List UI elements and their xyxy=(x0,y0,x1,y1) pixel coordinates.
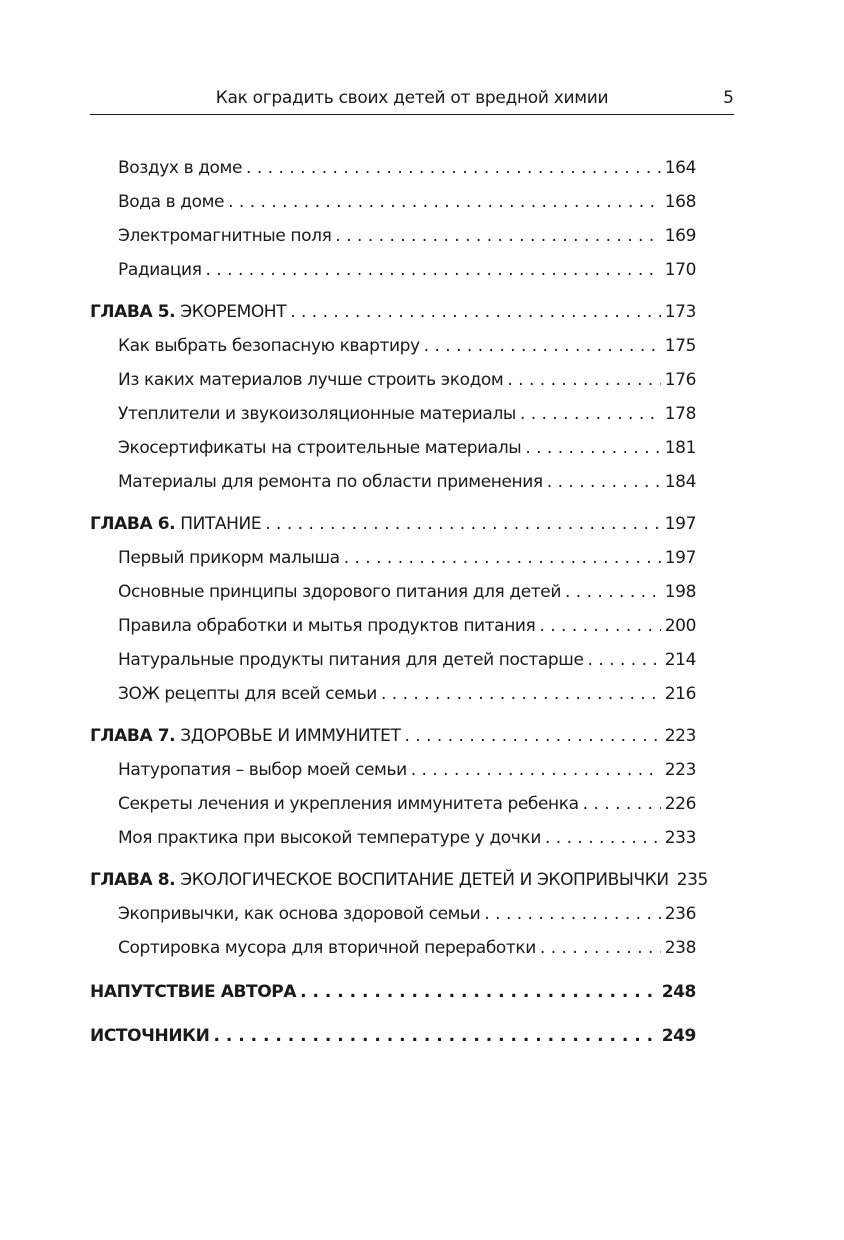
toc-subsection-row xyxy=(90,151,696,185)
toc-chapter-row xyxy=(90,863,708,897)
toc-page-number: 170 xyxy=(664,260,696,280)
toc-entry-title xyxy=(118,185,224,219)
toc-entry-text: Сортировка мусора для вторичной переработки xyxy=(118,938,536,958)
toc-section-row xyxy=(90,975,696,1009)
toc-entry-text: Как выбрать безопасную квартиру xyxy=(118,336,420,356)
page-number: 5 xyxy=(723,88,734,108)
toc-entry-text: Электромагнитные поля xyxy=(118,226,332,246)
toc-entry-text: Материалы для ремонта по области применения xyxy=(118,472,543,492)
dot-leader xyxy=(344,541,661,575)
toc-entry-title xyxy=(90,295,286,329)
toc-entry-text: Экопривычки, как основа здоровой семьи xyxy=(118,904,481,924)
toc-entry-title xyxy=(118,541,340,575)
toc-page-number: 198 xyxy=(664,582,696,602)
toc-entry-text: ЗОЖ рецепты для всей семьи xyxy=(118,684,377,704)
toc-entry-text: Вода в доме xyxy=(118,192,225,212)
toc-entry-title xyxy=(118,465,543,499)
toc-subsection-row xyxy=(90,677,696,711)
dot-leader xyxy=(520,397,661,431)
toc-entry-title xyxy=(118,151,242,185)
toc-entry-title xyxy=(118,329,420,363)
toc-entry-text: Правила обработки и мытья продуктов питания xyxy=(118,616,536,636)
dot-leader xyxy=(265,507,661,541)
toc-entry-text: Натуральные продукты питания для детей постарше xyxy=(118,650,584,670)
toc-entry-text: ЭКОРЕМОНТ xyxy=(180,302,287,322)
toc-subsection-row xyxy=(90,185,696,219)
toc-chapter-row xyxy=(90,507,696,541)
dot-leader xyxy=(484,897,660,931)
toc-subsection-row xyxy=(90,363,696,397)
toc-entry-text: ПИТАНИЕ xyxy=(180,514,262,534)
toc-page-number: 200 xyxy=(664,616,696,636)
toc-entry-text: Секреты лечения и укрепления иммунитета ребенка xyxy=(118,794,579,814)
toc-subsection-row xyxy=(90,787,696,821)
toc-page-number: 249 xyxy=(661,1026,696,1046)
dot-leader xyxy=(565,575,661,609)
chapter-number: ГЛАВА 6. xyxy=(90,514,176,534)
toc-entry-text: ИСТОЧНИКИ xyxy=(90,1026,210,1046)
toc-page-number: 236 xyxy=(664,904,696,924)
dot-leader xyxy=(588,643,661,677)
toc-page-number: 169 xyxy=(664,226,696,246)
toc-entry-text: Утеплители и звукоизоляционные материалы xyxy=(118,404,516,424)
dot-leader xyxy=(381,677,661,711)
toc-entry-title xyxy=(118,397,516,431)
toc-entry-title xyxy=(118,643,584,677)
toc-subsection-row xyxy=(90,575,696,609)
toc-entry-text: Из каких материалов лучше строить экодом xyxy=(118,370,504,390)
toc-page-number: 214 xyxy=(664,650,696,670)
toc-entry-text: ЭКОЛОГИЧЕСКОЕ ВОСПИТАНИЕ ДЕТЕЙ И ЭКОПРИВЫЧКИ xyxy=(180,870,669,890)
toc-subsection-row xyxy=(90,397,696,431)
toc-page-number: 223 xyxy=(664,760,696,780)
toc-subsection-row xyxy=(90,541,696,575)
toc-entry-title xyxy=(90,507,261,541)
dot-leader xyxy=(300,975,658,1009)
toc-entry-title xyxy=(118,821,541,855)
dot-leader xyxy=(335,219,660,253)
toc-page-number: 181 xyxy=(664,438,696,458)
dot-leader xyxy=(424,329,661,363)
toc-entry-title xyxy=(90,863,669,897)
toc-entry-title xyxy=(118,931,536,965)
toc-page-number: 197 xyxy=(664,514,696,534)
toc-entry-text: ЗДОРОВЬЕ И ИММУНИТЕТ xyxy=(180,726,401,746)
toc-entry-text: Первый прикорм малыша xyxy=(118,548,340,568)
dot-leader xyxy=(507,363,660,397)
running-header xyxy=(90,82,734,115)
toc-entry-title xyxy=(118,219,331,253)
toc-page-number: 184 xyxy=(664,472,696,492)
toc-page-number: 164 xyxy=(664,158,696,178)
toc-page-number: 197 xyxy=(664,548,696,568)
toc-entry-title xyxy=(118,753,407,787)
dot-leader xyxy=(411,753,661,787)
chapter-number: ГЛАВА 7. xyxy=(90,726,176,746)
toc-entry-title xyxy=(90,1019,209,1053)
toc-subsection-row xyxy=(90,253,696,287)
dot-leader xyxy=(290,295,661,329)
dot-leader xyxy=(213,1019,657,1053)
dot-leader xyxy=(246,151,661,185)
toc-page-number: 168 xyxy=(664,192,696,212)
toc-page-number: 235 xyxy=(676,870,708,890)
toc-entry-title xyxy=(118,431,521,465)
toc-subsection-row xyxy=(90,897,696,931)
toc-page-number: 233 xyxy=(664,828,696,848)
dot-leader xyxy=(525,431,660,465)
chapter-number: ГЛАВА 8. xyxy=(90,870,176,890)
toc-page-number: 178 xyxy=(664,404,696,424)
toc-entry-title xyxy=(90,719,400,753)
toc-entry-text: Основные принципы здорового питания для детей xyxy=(118,582,561,602)
dot-leader xyxy=(545,821,661,855)
toc-entry-title xyxy=(118,575,561,609)
dot-leader xyxy=(404,719,660,753)
toc-entry-title xyxy=(118,787,579,821)
toc-entry-title xyxy=(118,363,503,397)
toc-entry-text: НАПУТСТВИЕ АВТОРА xyxy=(90,982,297,1002)
toc-chapter-row xyxy=(90,295,696,329)
toc-entry-text: Радиация xyxy=(118,260,202,280)
table-of-contents xyxy=(90,151,708,1053)
toc-page-number: 248 xyxy=(661,982,696,1002)
toc-page-number: 175 xyxy=(664,336,696,356)
running-header-title: Как оградить своих детей от вредной химии xyxy=(215,88,609,108)
toc-page-number: 238 xyxy=(664,938,696,958)
toc-page-number: 173 xyxy=(664,302,696,322)
dot-leader xyxy=(539,609,660,643)
toc-page-number: 223 xyxy=(664,726,696,746)
dot-leader xyxy=(206,253,661,287)
dot-leader xyxy=(228,185,661,219)
toc-page-number: 226 xyxy=(664,794,696,814)
toc-entry-title xyxy=(90,975,296,1009)
toc-entry-text: Воздух в доме xyxy=(118,158,243,178)
toc-entry-title xyxy=(118,677,377,711)
toc-entry-title xyxy=(118,253,202,287)
toc-subsection-row xyxy=(90,753,696,787)
toc-subsection-row xyxy=(90,219,696,253)
toc-subsection-row xyxy=(90,821,696,855)
toc-entry-text: Моя практика при высокой температуре у дочки xyxy=(118,828,541,848)
toc-entry-title xyxy=(118,609,535,643)
toc-subsection-row xyxy=(90,431,696,465)
toc-page-number: 216 xyxy=(664,684,696,704)
toc-subsection-row xyxy=(90,931,696,965)
dot-leader xyxy=(547,465,661,499)
dot-leader xyxy=(540,931,661,965)
toc-subsection-row xyxy=(90,329,696,363)
toc-chapter-row xyxy=(90,719,696,753)
toc-page-number: 176 xyxy=(664,370,696,390)
toc-subsection-row xyxy=(90,465,696,499)
dot-leader xyxy=(583,787,661,821)
toc-entry-text: Натуропатия – выбор моей семьи xyxy=(118,760,407,780)
toc-entry-title xyxy=(118,897,480,931)
toc-section-row xyxy=(90,1019,696,1053)
chapter-number: ГЛАВА 5. xyxy=(90,302,176,322)
toc-subsection-row xyxy=(90,643,696,677)
toc-entry-text: Экосертификаты на строительные материалы xyxy=(118,438,522,458)
toc-subsection-row xyxy=(90,609,696,643)
